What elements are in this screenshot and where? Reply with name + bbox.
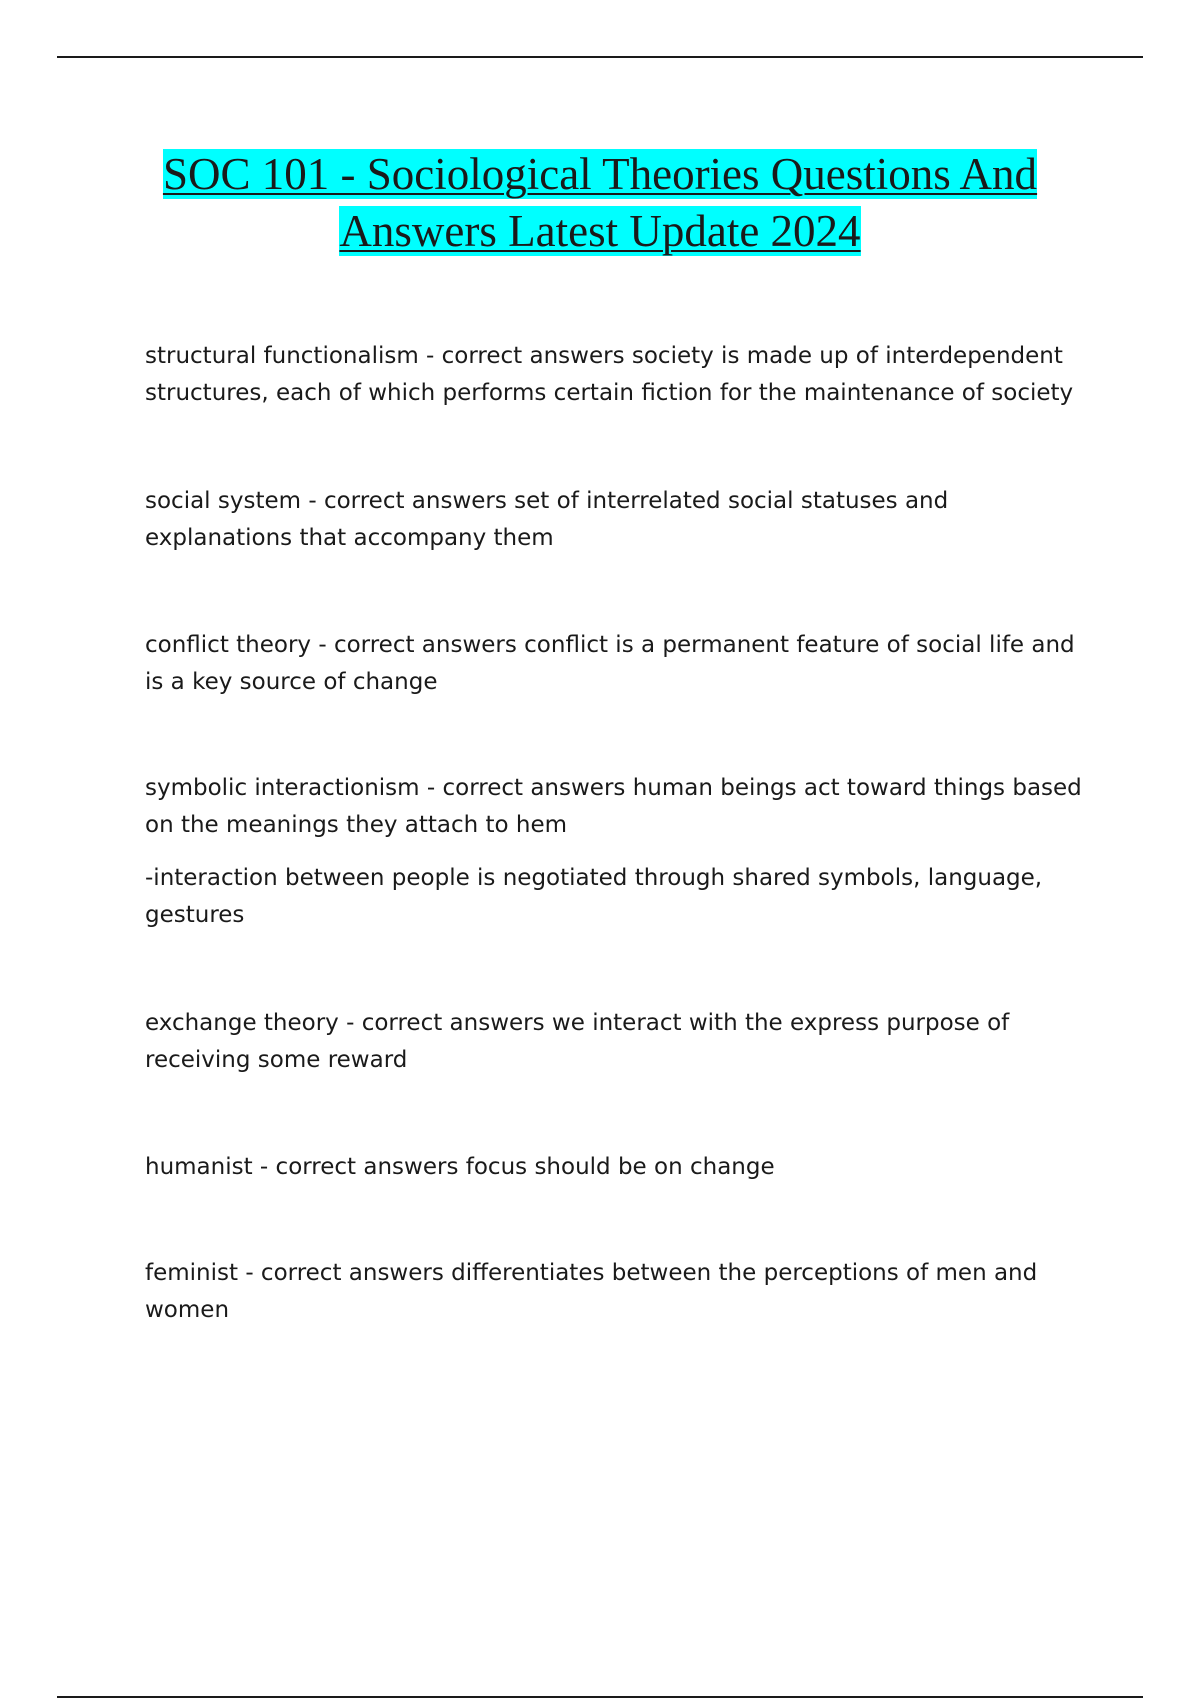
title-line-1: SOC 101 - Sociological Theories Questions And	[162, 149, 1038, 199]
entry-humanist: humanist - correct answers focus should be on change	[145, 1154, 775, 1180]
entry-social-system: social system - correct answers set of interrelated social statuses and explanations that accompany them	[145, 488, 949, 551]
document-title	[60, 146, 1140, 260]
entry-symbolic-interactionism: symbolic interactionism - correct answers human beings act toward things based on the meanings they attach to hem	[145, 775, 1082, 838]
entry-conflict-theory: conflict theory - correct answers conflict is a permanent feature of social life and is a key source of change	[145, 632, 1075, 695]
top-rule	[57, 56, 1143, 58]
bottom-rule	[57, 1696, 1143, 1698]
entry-structural-functionalism: structural functionalism - correct answers society is made up of interdependent structures, each of which performs certain fiction for the maintenance of society	[145, 343, 1074, 406]
entry-symbolic-interactionism-note: -interaction between people is negotiated through shared symbols, language, gestures	[145, 865, 1043, 928]
entry-feminist: feminist - correct answers differentiates between the perceptions of men and women	[145, 1260, 1038, 1323]
entry-exchange-theory: exchange theory - correct answers we interact with the express purpose of receiving some reward	[145, 1010, 1010, 1073]
title-line-2: Answers Latest Update 2024	[339, 206, 861, 256]
